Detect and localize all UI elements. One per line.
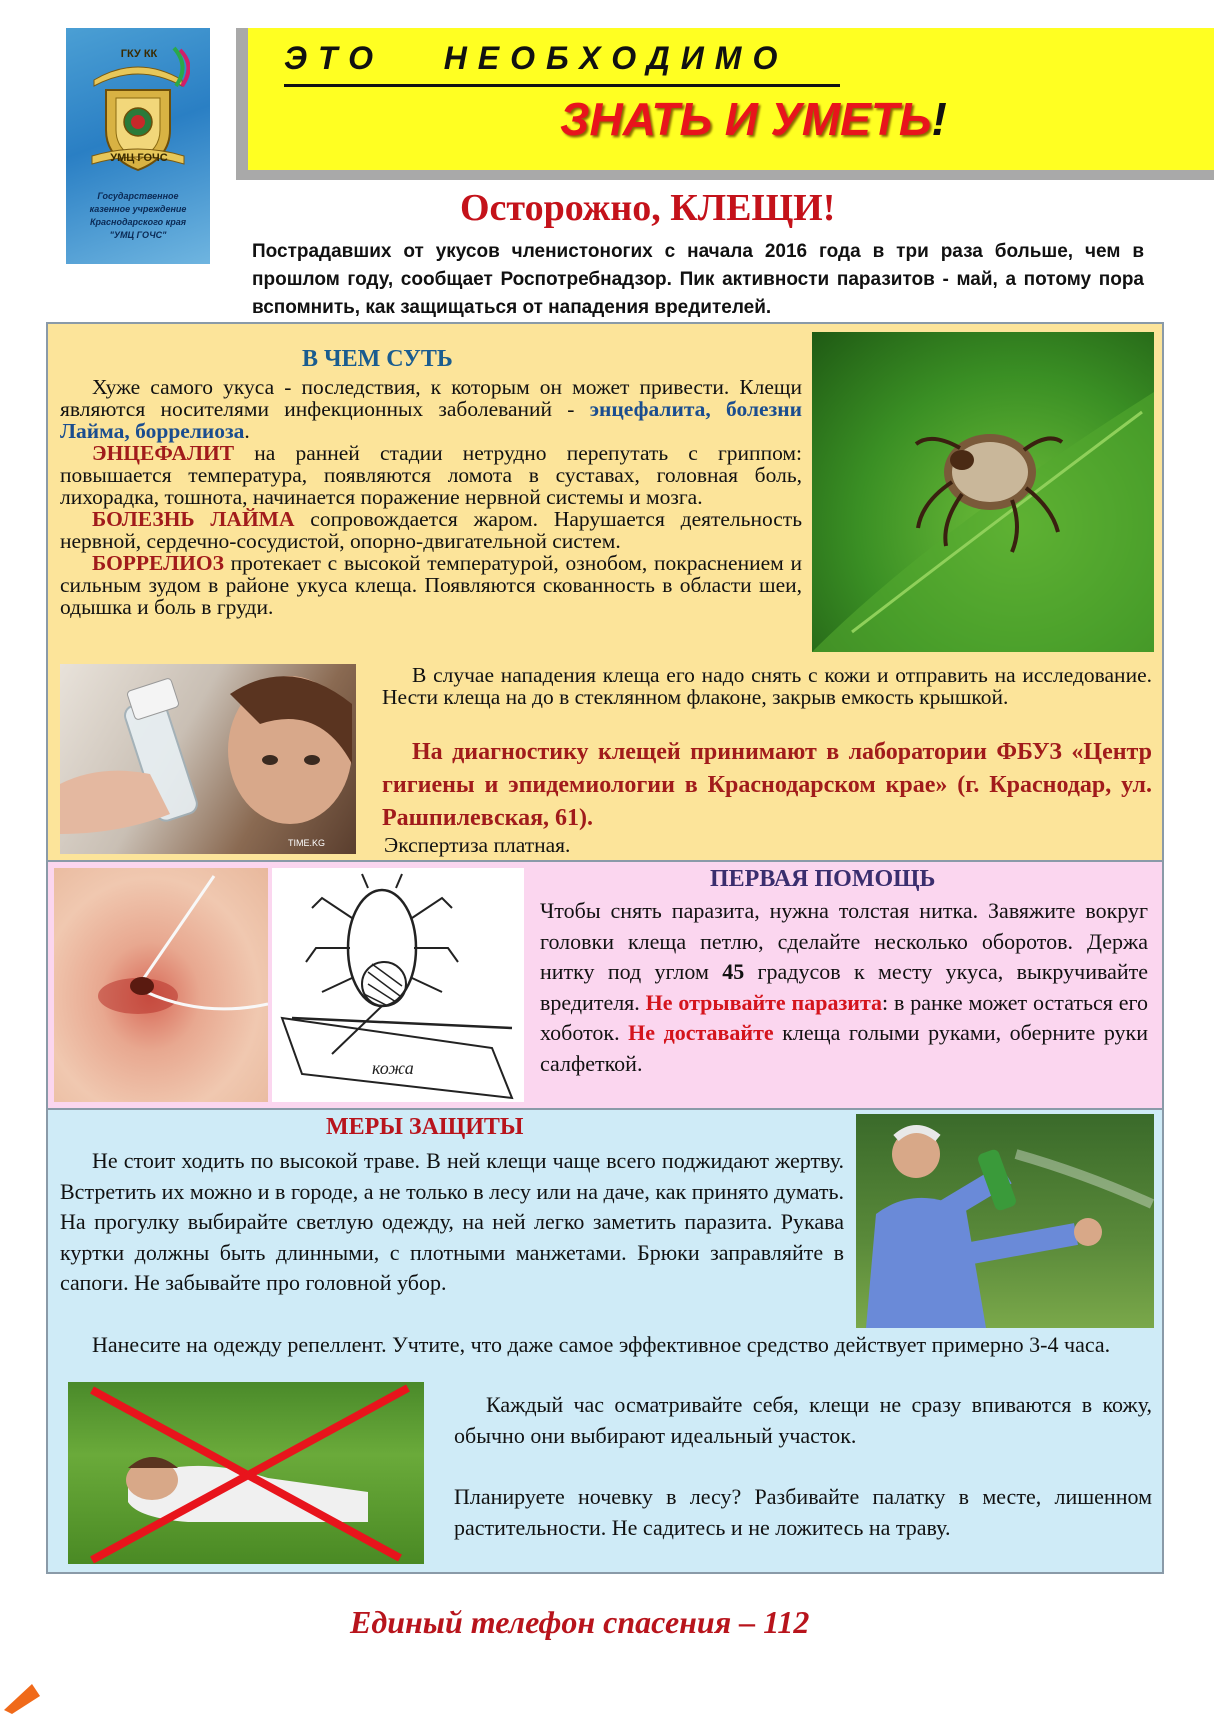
tick-vial-photo xyxy=(60,664,356,854)
protection-heading: МЕРЫ ЗАЩИТЫ xyxy=(326,1114,524,1140)
banner-line-1: ЭТО НЕОБХОДИМО xyxy=(284,40,789,76)
paid-note: Экспертиза платная. xyxy=(384,833,571,857)
essence-text-block xyxy=(60,376,802,618)
lyme-term: БОЛЕЗНЬ ЛАЙМА xyxy=(92,507,295,531)
first-aid-heading: ПЕРВАЯ ПОМОЩЬ xyxy=(710,866,936,892)
borreliosis-term: БОРРЕЛИОЗ xyxy=(92,551,224,575)
essence-p1 xyxy=(60,376,802,442)
forbidden-cross-icon xyxy=(68,1382,424,1564)
protection-p3: Каждый час осматривайте себя, клещи не сразу впиваются в кожу, обычно они выбирают идеальный участок. xyxy=(454,1392,1152,1448)
repellent-spray-photo xyxy=(856,1114,1154,1328)
logo-caption-line: казенное учреждение xyxy=(89,204,187,214)
banner-line-2 xyxy=(560,92,947,146)
first-aid-t1: Чтобы снять паразита, нужна толстая нитка. Завяжите вокруг головки клеща петлю, сделайте несколько оборотов. Держа нитку под углом xyxy=(540,898,1148,984)
first-aid-t4: клеща голыми руками, оберните руки салфеткой. xyxy=(540,1020,1148,1076)
warning-dont-tear: Не отрывайте паразита xyxy=(645,989,883,1015)
encephalitis-term: ЭНЦЕФАЛИТ xyxy=(92,441,235,465)
first-aid-t3: : в ранке может остаться его хоботок. xyxy=(540,989,1148,1045)
attack-paragraph: В случае нападения клеща его надо снять с кожи и отправить на исследование. Нести клеща на до в стеклянном флаконе, закрыв емкость крышкой. xyxy=(382,663,1152,709)
lyme-paragraph xyxy=(60,508,802,552)
photo-watermark: TIME.KG xyxy=(288,838,326,848)
logo-caption-line: Краснодарского края xyxy=(89,217,187,227)
borreliosis-text: протекает с высокой температурой, ознобом, покраснением и сильным зудом в районе укуса клеща. Появляются скованность в области шеи, одышка и боль в груди. xyxy=(60,551,802,619)
tick-removal-photo xyxy=(54,868,268,1102)
banner-shadow-bottom xyxy=(248,170,1214,180)
banner-line-2-text: ЗНАТЬ И УМЕТЬ xyxy=(560,93,932,145)
warning-dont-touch: Не доставайте xyxy=(628,1020,774,1045)
banner-underline xyxy=(284,84,840,87)
banner-exclamation: ! xyxy=(931,93,947,145)
first-aid-t2: градусов к месту укуса, выкручивайте вредителя. xyxy=(540,959,1148,1015)
page-title: Осторожно, КЛЕЩИ! xyxy=(460,187,836,229)
vial-icon xyxy=(60,664,356,854)
logo-caption-line: "УМЦ ГОЧС" xyxy=(109,230,167,240)
emergency-phone: Единый телефон спасения – 112 xyxy=(350,1604,810,1640)
essence-heading: В ЧЕМ СУТЬ xyxy=(302,346,453,372)
lying-on-grass-photo xyxy=(68,1382,424,1564)
essence-p1-text: Хуже самого укуса - последствия, к которым он может привести. Клещи являются носителями инфекционных заболеваний - xyxy=(60,375,802,421)
protection-p4: Планируете ночевку в лесу? Разбивайте палатку в месте, лишенном растительности. Не садитесь и не ложитесь на траву. xyxy=(454,1484,1152,1540)
logo-bottom-text: УМЦ ГОЧС xyxy=(110,152,168,164)
angle-value: 45 xyxy=(722,959,745,984)
essence-p1-end: . xyxy=(244,419,250,443)
encephalitis-text: на ранней стадии нетрудно перепутать с гриппом: повышается температура, появляются ломота в суставах, головная боль, лихорадка, тошнота, начинается поражение нервной системы и мозга. xyxy=(60,441,802,509)
corner-sticker-icon xyxy=(2,1680,42,1716)
protection-p2: Нанесите на одежду репеллент. Учтите, что даже самое эффективное средство действует примерно 3-4 часа. xyxy=(92,1332,1111,1357)
borreliosis-paragraph xyxy=(60,552,802,618)
banner-shadow-left xyxy=(236,28,248,180)
man-spraying-icon xyxy=(856,1114,1154,1328)
tick-removal-drawing xyxy=(272,868,524,1102)
tick-loop-diagram-icon xyxy=(272,868,524,1102)
protection-p1: Не стоит ходить по высокой траве. В ней клещи чаще всего поджидают жертву. Встретить их можно и в городе, а не только в лесу или на даче, как принято думать. На прогулку выбирайте светлую одежду, на ней легко заметить паразита. Рукава куртки должны быть длинными, с плотными манжетами. Брюки заправляйте в сапоги. Не забывайте про головной убор. xyxy=(60,1148,844,1295)
encephalitis-paragraph xyxy=(60,442,802,508)
organization-logo xyxy=(66,28,210,264)
logo-top-text: ГКУ КК xyxy=(120,48,158,60)
logo-caption-line: Государственное xyxy=(97,191,179,201)
thread-tick-icon xyxy=(54,868,268,1102)
intro-paragraph: Пострадавших от укусов членистоногих с начала 2016 года в три раза больше, чем в прошлом году, сообщает Роспотребнадзор. Пик активности паразитов - май, а потому пора вспомнить, как защищаться от нападения вредителей. xyxy=(252,241,1144,318)
disease-list: энцефалита, болезни Лайма, боррелиоза xyxy=(60,397,802,443)
tick-on-leaf-photo xyxy=(812,332,1154,652)
logo-caption xyxy=(72,190,204,242)
tick-icon xyxy=(812,332,1154,652)
first-aid-text xyxy=(540,896,1148,1079)
lab-paragraph: На диагностику клещей принимают в лаборатории ФБУЗ «Центр гигиены и эпидемиологии в Краснодарском крае» (г. Краснодар, ул. Рашпилевская, 61). xyxy=(382,739,1152,831)
skin-label: кожа xyxy=(372,1058,414,1078)
lyme-text: сопровождается жаром. Нарушается деятельность нервной, сердечно-сосудистой, опорно-двигательной систем. xyxy=(60,507,803,553)
